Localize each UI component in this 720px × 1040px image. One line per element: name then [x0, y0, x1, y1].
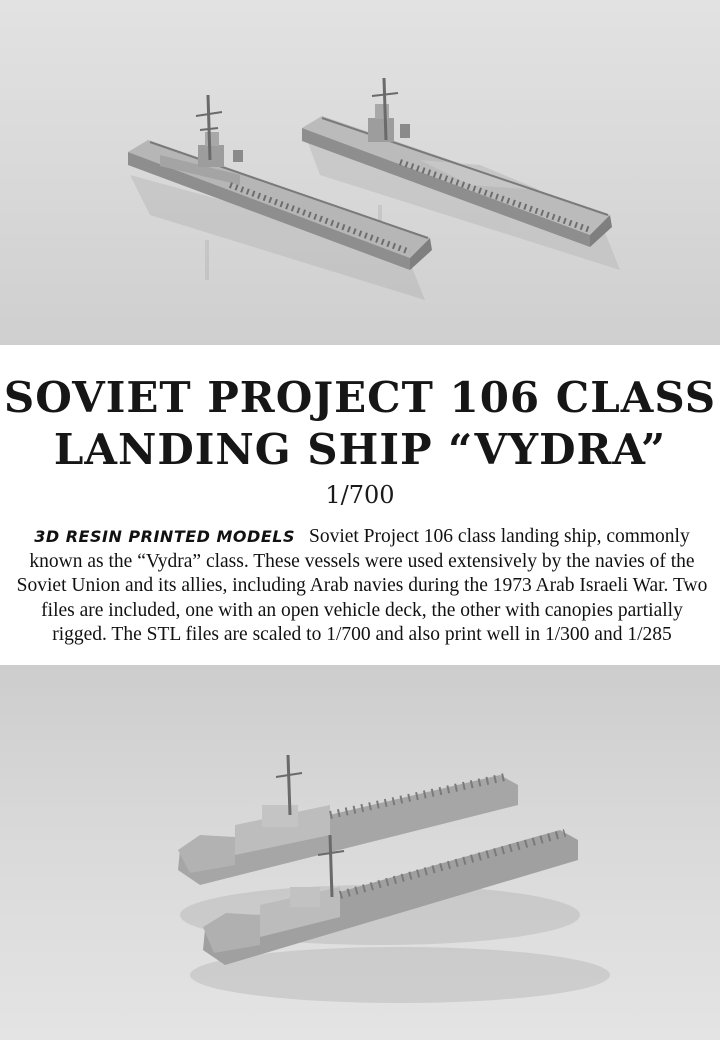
- product-info-panel: [0, 345, 720, 665]
- description-body: Soviet Project 106 class landing ship, commonly known as the “Vydra” class. These vessels were used extensively by the navies of the Soviet Union and its allies, including Arab navies during the 1973 Arab Israeli War. Two files are included, one with an open vehicle deck, the other with canopies partially rigged. The STL files are scaled to 1/700 and also print well in 1/300 and 1/285: [16, 526, 708, 645]
- bottom-render-image: [0, 665, 720, 1040]
- bottom-ships-illustration: [0, 665, 720, 1040]
- scale-label: 1/700: [325, 481, 395, 509]
- top-ships-illustration: [0, 0, 720, 345]
- top-render-image: [0, 0, 720, 345]
- description-lead: 3D RESIN PRINTED MODELS: [34, 527, 295, 546]
- product-title-line-2: LANDING SHIP “VYDRA”: [53, 425, 667, 474]
- product-title-line-1: SOVIET PROJECT 106 CLASS: [3, 373, 717, 422]
- product-description: [14, 525, 710, 648]
